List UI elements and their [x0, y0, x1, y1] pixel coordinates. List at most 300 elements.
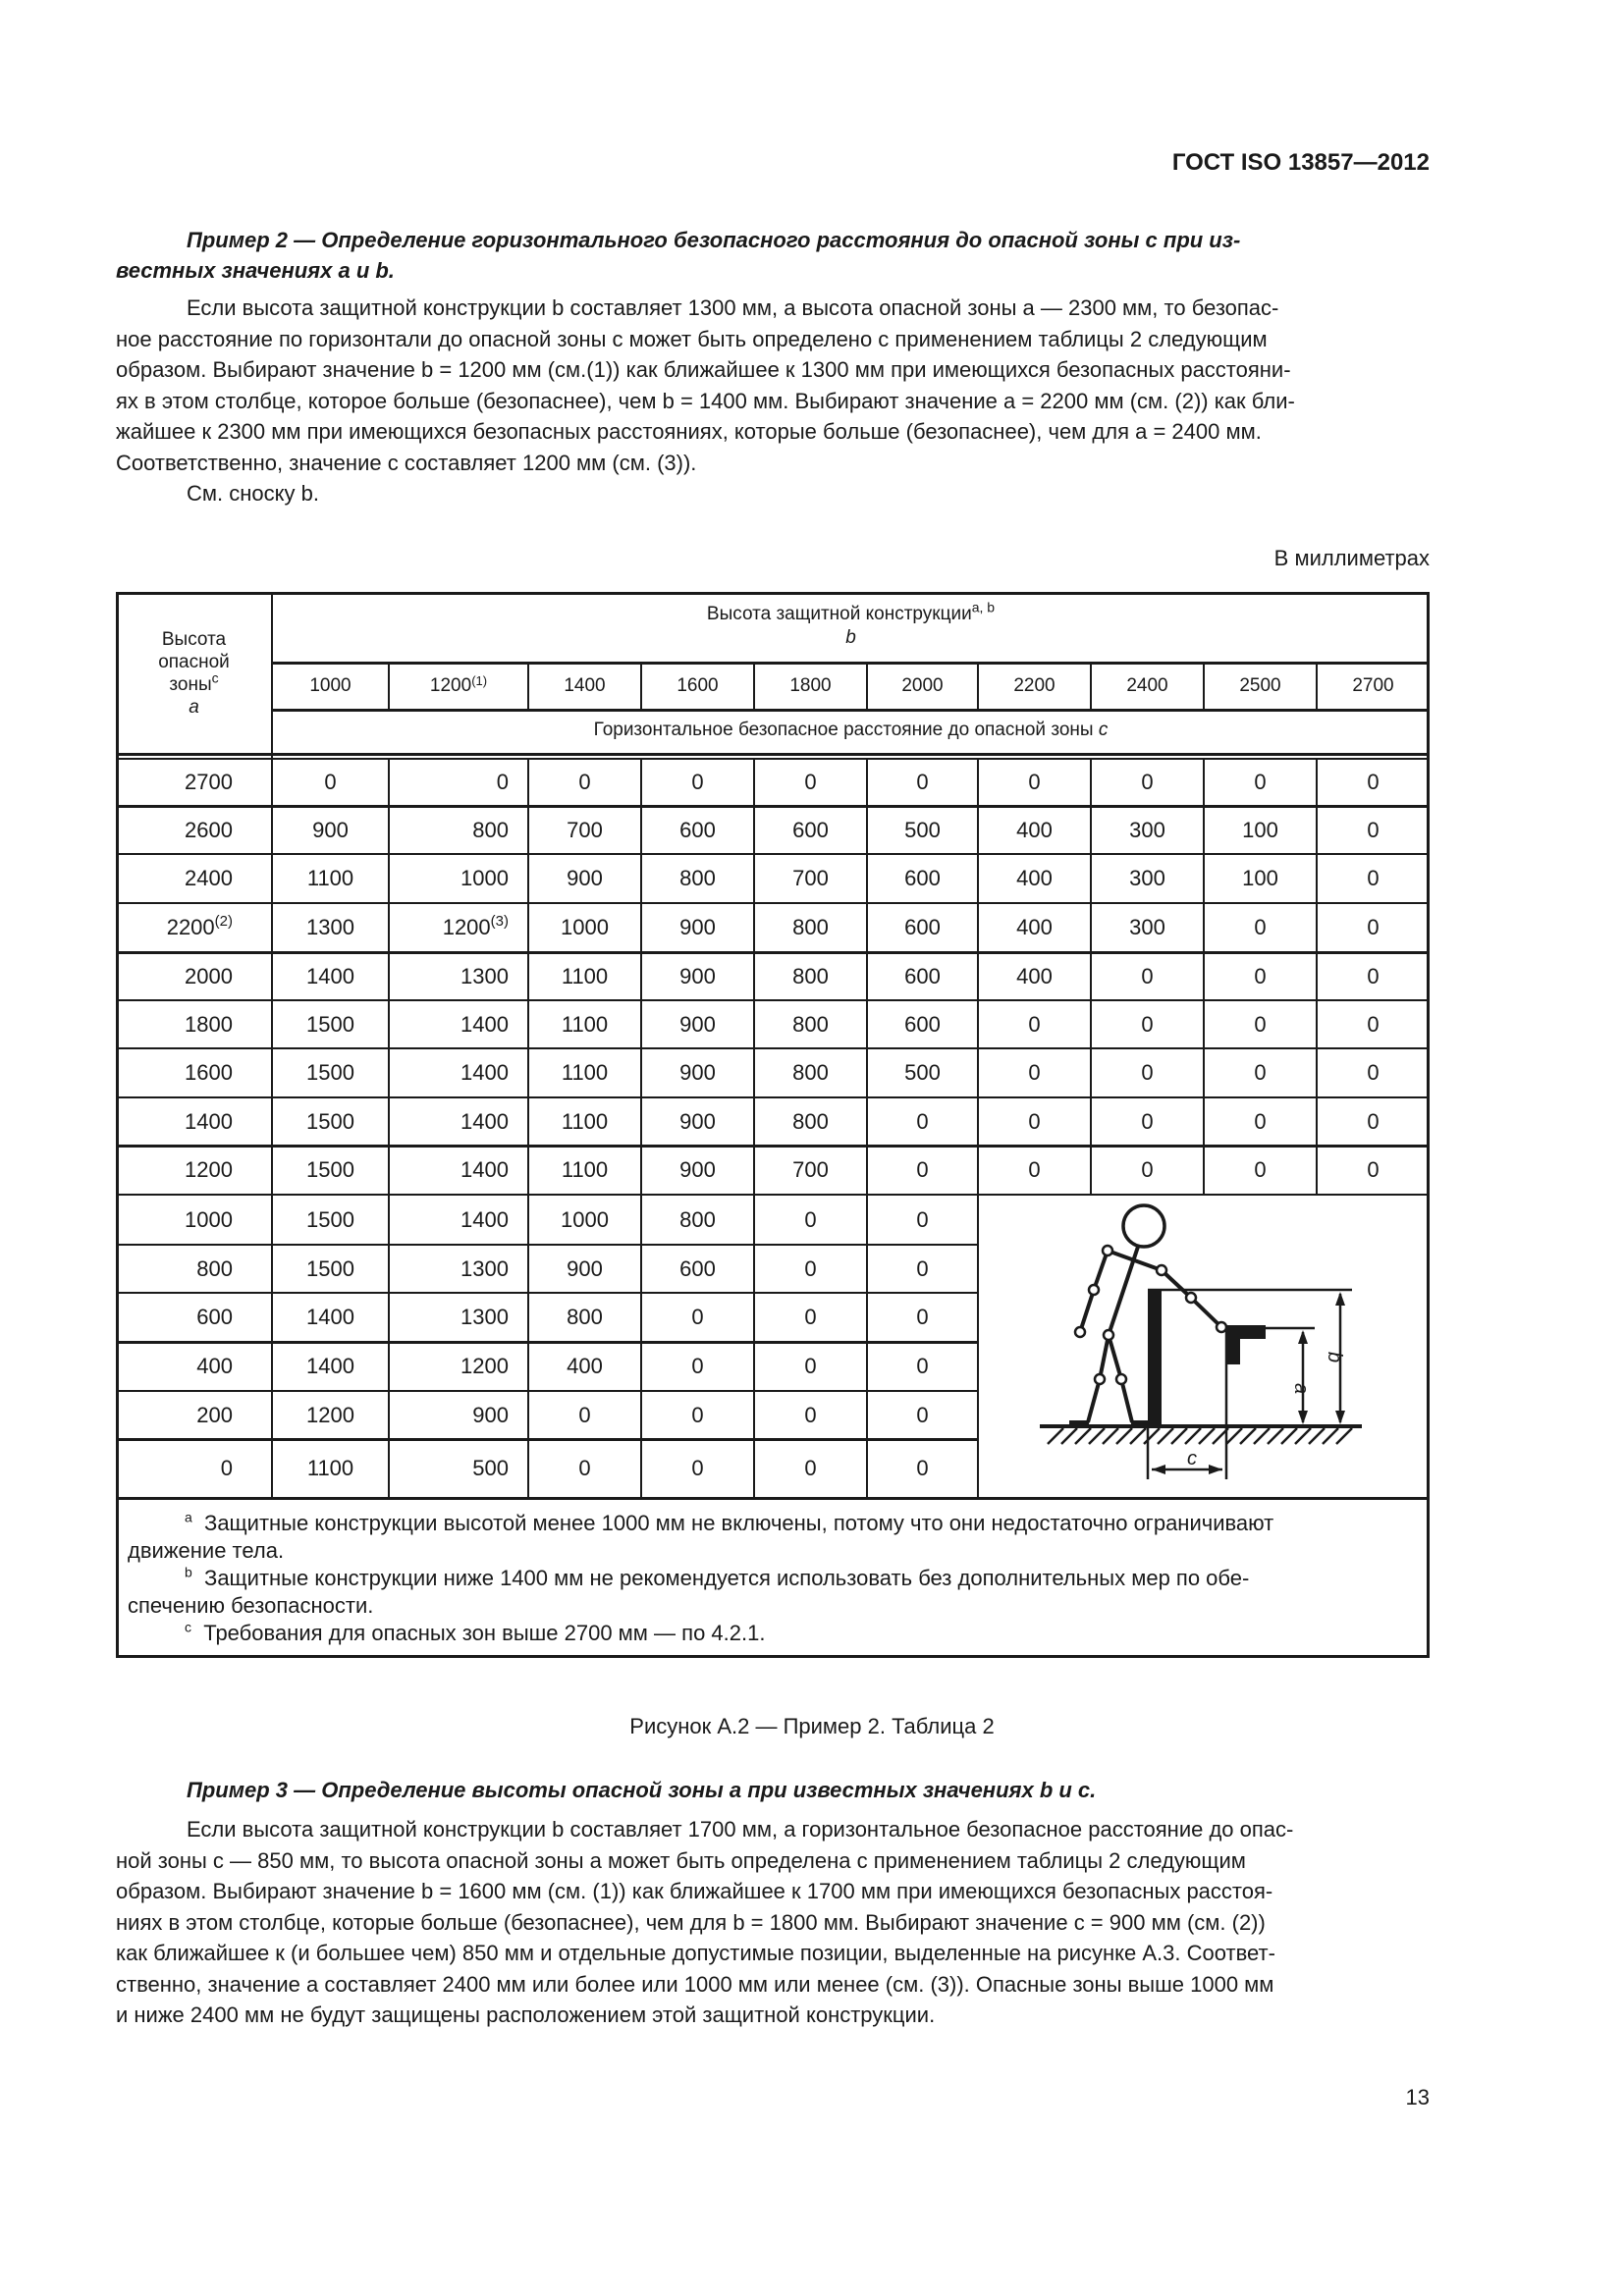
cell-value: 600 — [904, 915, 941, 939]
para-line: образом. Выбирают значение b = 1200 мм (см.(1)) как ближайшее к 1300 мм при имеющихся безопасных расстояни- — [116, 357, 1291, 382]
cell-value: 0 — [916, 1108, 929, 1134]
distance-cell — [867, 1097, 978, 1146]
cell-value: 0 — [804, 1455, 817, 1480]
cell-value: 0 — [1254, 1060, 1267, 1085]
column-header-1400 — [528, 664, 641, 709]
cell-value: 0 — [916, 1455, 929, 1480]
para-line: ной зоны c — 850 мм, то высота опасной зоны a может быть определена с применением таблицы 2 следующим — [116, 1847, 1246, 1873]
divider — [116, 1194, 1430, 1196]
danger-zone-height-cell — [116, 903, 272, 952]
cell-value: 0 — [916, 770, 929, 794]
distance-cell — [1317, 806, 1430, 854]
column-header-value: 1000 — [309, 675, 352, 696]
column-group-header-text: Высота защитной конструкции — [706, 604, 972, 624]
distance-cell — [867, 1146, 978, 1195]
cell-value: 2700 — [185, 770, 233, 794]
cell-value: 1000 — [561, 1206, 609, 1232]
distance-cell — [389, 1391, 528, 1439]
cell-value: 0 — [1028, 1060, 1041, 1085]
divider — [116, 951, 1430, 954]
cell-value: 0 — [496, 770, 509, 794]
distance-cell — [389, 952, 528, 1000]
example-3-title-text: Пример 3 — Определение высоты опасной зоны a при известных значениях b и c. — [187, 1778, 1097, 1802]
units-label: В миллиметрах — [1273, 546, 1430, 570]
cell-value: 1400 — [185, 1108, 233, 1134]
column-header-value: 1600 — [677, 675, 719, 696]
example-3-title — [116, 1775, 1430, 1805]
cell-value: 0 — [1367, 866, 1380, 890]
cell-value: 1000 — [185, 1206, 233, 1232]
distance-cell — [389, 1000, 528, 1048]
cell-value: 1400 — [460, 1157, 509, 1182]
distance-cell — [1317, 952, 1430, 1000]
para-line: Если высота защитной конструкции b составляет 1700 мм, а горизонтальное безопасное расстояние до опас- — [187, 1817, 1294, 1842]
distance-cell — [272, 806, 389, 854]
cell-value: 100 — [1242, 817, 1278, 842]
cell-value: 0 — [916, 1402, 929, 1427]
cell-value: 0 — [804, 1206, 817, 1232]
distance-cell — [754, 1195, 867, 1245]
distance-cell — [867, 1195, 978, 1245]
distance-cell — [867, 1342, 978, 1391]
distance-cell — [272, 1391, 389, 1439]
distance-cell — [1091, 903, 1204, 952]
divider — [866, 759, 868, 1497]
divider — [640, 662, 642, 710]
cell-value: 400 — [1016, 915, 1053, 939]
divider — [116, 753, 1430, 756]
divider — [753, 759, 755, 1497]
distance-cell — [978, 903, 1091, 952]
footnote-text: Защитные конструкции ниже 1400 мм не рекомендуется использовать без дополнительных мер по обе- — [204, 1566, 1250, 1590]
distance-cell — [867, 952, 978, 1000]
distance-cell — [272, 1245, 389, 1293]
cell-value: 800 — [792, 1060, 829, 1085]
cell-value: 1400 — [460, 1206, 509, 1232]
distance-cell — [1091, 1146, 1204, 1195]
distance-cell — [641, 1097, 754, 1146]
cell-value: 0 — [1254, 963, 1267, 988]
distance-cell — [272, 1195, 389, 1245]
distance-cell — [389, 1293, 528, 1342]
column-header-1000 — [272, 664, 389, 709]
cell-value: 1200 — [460, 1354, 509, 1378]
column-header-value: 2400 — [1126, 675, 1168, 696]
row-header-line2: опасной — [158, 652, 230, 672]
distance-cell — [1091, 1000, 1204, 1048]
distance-cell — [1091, 806, 1204, 854]
cell-value: 0 — [804, 1255, 817, 1281]
column-header-value: 2700 — [1352, 675, 1394, 696]
distance-cell — [641, 1195, 754, 1245]
cell-value: 0 — [1028, 770, 1041, 794]
distance-cell — [754, 1245, 867, 1293]
cell-value: 800 — [792, 1108, 829, 1134]
cell-value: 0 — [220, 1455, 233, 1480]
distance-cell — [1204, 854, 1317, 903]
distance-cell — [389, 903, 528, 952]
footnote-mark: c — [185, 1619, 191, 1635]
distance-cell — [272, 1097, 389, 1146]
divider — [116, 758, 1430, 760]
cell-value: 0 — [1254, 1157, 1267, 1182]
distance-cell — [754, 1000, 867, 1048]
cell-value: 1400 — [306, 963, 354, 988]
distance-cell — [641, 1048, 754, 1097]
cell-value: 600 — [792, 817, 829, 842]
cell-value: 0 — [916, 1354, 929, 1378]
figure-person-reaching-over-barrier — [979, 1195, 1430, 1497]
cell-value: 1100 — [561, 1011, 609, 1037]
distance-cell — [754, 1097, 867, 1146]
cell-value: 0 — [804, 1402, 817, 1427]
divider — [116, 1096, 1430, 1098]
cell-value: 1300 — [306, 915, 354, 939]
cell-value: 0 — [578, 1402, 591, 1427]
example-2-title-line1: Пример 2 — Определение горизонтального безопасного расстояния до опасной зоны с при из- — [187, 228, 1241, 252]
divider — [116, 1244, 978, 1246]
cell-value: 900 — [679, 915, 716, 939]
distance-cell — [528, 1195, 641, 1245]
distance-cell — [272, 952, 389, 1000]
cell-value: 700 — [567, 817, 603, 842]
distance-cell — [641, 854, 754, 903]
divider — [1090, 759, 1092, 1195]
cell-value: 1300 — [460, 1305, 509, 1329]
para-line: ниях в этом столбце, которые больше (безопаснее), чем для b = 1800 мм. Выбирают значение c = 900 мм (см. (2)) — [116, 1909, 1266, 1935]
cell-value: 0 — [1028, 1157, 1041, 1182]
cell-value: 1400 — [460, 1011, 509, 1037]
distance-cell — [272, 759, 389, 806]
cell-value: 1100 — [561, 1060, 609, 1085]
cell-value: 500 — [904, 1060, 941, 1085]
distance-cell — [641, 1391, 754, 1439]
cell-value: 0 — [1254, 915, 1267, 939]
example-2-title — [116, 225, 1430, 286]
distance-cell — [1317, 759, 1430, 806]
distance-cell — [528, 1146, 641, 1195]
distance-cell — [641, 1000, 754, 1048]
distance-cell — [389, 1097, 528, 1146]
column-header-2200 — [978, 664, 1091, 709]
cell-value: 400 — [1016, 963, 1053, 988]
example-2-paragraph — [116, 293, 1430, 509]
distance-cell — [528, 1439, 641, 1497]
cell-value: 800 — [196, 1255, 233, 1281]
divider — [866, 662, 868, 710]
danger-zone-height-cell — [116, 1048, 272, 1097]
distance-cell — [528, 759, 641, 806]
cell-value: 0 — [1141, 1011, 1154, 1037]
distance-cell — [1317, 1000, 1430, 1048]
divider — [527, 662, 529, 710]
cell-value: 1400 — [460, 1108, 509, 1134]
danger-zone-height-cell — [116, 1000, 272, 1048]
distance-cell — [1204, 1048, 1317, 1097]
cell-value: 0 — [1367, 1108, 1380, 1134]
distance-cell — [1317, 1097, 1430, 1146]
distance-cell — [978, 806, 1091, 854]
footnote-mark: b — [185, 1564, 192, 1580]
cell-value: 400 — [567, 1354, 603, 1378]
distance-cell — [978, 1146, 1091, 1195]
distance-cell — [867, 903, 978, 952]
cell-value: 0 — [1367, 1011, 1380, 1037]
distance-cell — [528, 1097, 641, 1146]
cell-value: 2600 — [185, 817, 233, 842]
danger-zone-height-cell — [116, 1391, 272, 1439]
figure-label-a: a — [1290, 1383, 1312, 1395]
distance-cell — [978, 759, 1091, 806]
cell-value: 1100 — [561, 1157, 609, 1182]
cell-value: 800 — [679, 1206, 716, 1232]
column-group-header — [272, 599, 1430, 650]
cell-value: 900 — [679, 1011, 716, 1037]
page-number: 13 — [1405, 2085, 1430, 2109]
cell-value: 1500 — [306, 1108, 354, 1134]
cell-sup: (2) — [214, 913, 233, 930]
cell-value: 600 — [679, 1255, 716, 1281]
distance-cell — [528, 1293, 641, 1342]
divider — [116, 853, 1430, 855]
cell-value: 1500 — [306, 1206, 354, 1232]
cell-value: 0 — [1141, 1157, 1154, 1182]
cell-value: 0 — [1141, 770, 1154, 794]
distance-cell — [754, 903, 867, 952]
distance-cell — [1204, 806, 1317, 854]
cell-value: 0 — [691, 770, 704, 794]
figure-caption: Рисунок А.2 — Пример 2. Таблица 2 — [629, 1714, 995, 1738]
cell-value: 0 — [1367, 915, 1380, 939]
para-line: ное расстояние по горизонтали до опасной зоны c может быть определено с применением таблицы 2 следующим — [116, 326, 1268, 351]
divider — [977, 662, 979, 710]
distance-cell — [867, 1048, 978, 1097]
cell-value: 0 — [916, 1206, 929, 1232]
distance-cell — [272, 1146, 389, 1195]
divider — [272, 709, 1430, 712]
distance-cell — [1091, 854, 1204, 903]
cell-value: 900 — [679, 1157, 716, 1182]
cell-value: 0 — [691, 1305, 704, 1329]
divider — [1316, 759, 1318, 1195]
cell-value: 0 — [804, 1354, 817, 1378]
column-header-1200 — [389, 664, 528, 709]
distance-cell — [641, 903, 754, 952]
distance-cell — [272, 1048, 389, 1097]
divider — [1090, 662, 1092, 710]
footnote-text: спечению безопасности. — [128, 1593, 374, 1618]
row-header-symbol: a — [189, 697, 199, 718]
cell-value: 500 — [472, 1455, 509, 1480]
column-header-value: 2500 — [1239, 675, 1281, 696]
distance-cell — [867, 759, 978, 806]
distance-cell — [272, 1342, 389, 1391]
distance-cell — [272, 1439, 389, 1497]
column-header-value: 2200 — [1013, 675, 1056, 696]
distance-cell — [1317, 903, 1430, 952]
column-header-value: 2000 — [901, 675, 944, 696]
distance-cell — [867, 854, 978, 903]
example-3-paragraph — [116, 1814, 1430, 2031]
distance-cell — [528, 1245, 641, 1293]
divider — [753, 662, 755, 710]
distance-cell — [754, 854, 867, 903]
danger-zone-height-cell — [116, 854, 272, 903]
divider — [116, 999, 1430, 1001]
distance-cell — [389, 1342, 528, 1391]
row-header-sup: c — [211, 669, 219, 686]
column-header-value: 1400 — [564, 675, 606, 696]
divider — [116, 1390, 978, 1392]
cell-value: 400 — [1016, 817, 1053, 842]
column-header-value: 1200 — [429, 675, 472, 696]
distance-cell — [528, 952, 641, 1000]
distance-cell — [528, 1342, 641, 1391]
distance-cell — [528, 1048, 641, 1097]
distance-cell — [389, 1245, 528, 1293]
distance-cell — [978, 1048, 1091, 1097]
distance-cell — [754, 952, 867, 1000]
distance-cell — [867, 1245, 978, 1293]
distance-cell — [1204, 759, 1317, 806]
distance-cell — [389, 806, 528, 854]
column-header-2500 — [1204, 664, 1317, 709]
distance-cell — [754, 1048, 867, 1097]
cell-value: 1000 — [460, 866, 509, 890]
cell-value: 0 — [324, 770, 337, 794]
divider — [116, 1341, 978, 1344]
cell-value: 900 — [312, 817, 349, 842]
para-line: и ниже 2400 мм не будут защищены расположением этой защитной конструкции. — [116, 2002, 936, 2027]
cell-value: 1600 — [185, 1060, 233, 1085]
distance-cell — [978, 854, 1091, 903]
divider — [1203, 759, 1205, 1195]
para-line: как ближайшее к (и большее чем) 850 мм и отдельные допустимые позиции, выделенные на рисунке А.3. Соответ- — [116, 1941, 1275, 1965]
distance-subheader — [272, 720, 1430, 740]
para-line: образом. Выбирают значение b = 1600 мм (см. (1)) как ближайшее к 1700 мм при имеющихся безопасных расстоя- — [116, 1879, 1273, 1903]
cell-value: 700 — [792, 866, 829, 890]
column-header-2000 — [867, 664, 978, 709]
distance-cell — [867, 1391, 978, 1439]
distance-cell — [528, 903, 641, 952]
cell-value: 0 — [1367, 1157, 1380, 1182]
cell-value: 1500 — [306, 1255, 354, 1281]
distance-cell — [272, 903, 389, 952]
distance-cell — [867, 1439, 978, 1497]
distance-cell — [867, 806, 978, 854]
divider — [116, 1497, 1430, 1500]
cell-value: 900 — [567, 1255, 603, 1281]
cell-value: 0 — [578, 770, 591, 794]
danger-zone-height-cell — [116, 1195, 272, 1245]
cell-value: 1100 — [306, 1455, 354, 1480]
cell-value: 0 — [1141, 963, 1154, 988]
cell-value: 400 — [196, 1354, 233, 1378]
cell-value: 600 — [904, 963, 941, 988]
cell-value: 1500 — [306, 1060, 354, 1085]
distance-cell — [978, 1097, 1091, 1146]
cell-value: 1300 — [460, 1255, 509, 1281]
cell-value: 0 — [1367, 963, 1380, 988]
column-header-1800 — [754, 664, 867, 709]
cell-value: 0 — [804, 1305, 817, 1329]
row-header-line1: Высота — [161, 629, 227, 650]
distance-cell — [389, 854, 528, 903]
cell-value: 0 — [1254, 770, 1267, 794]
cell-value: 700 — [792, 1157, 829, 1182]
divider — [116, 902, 1430, 904]
para-line: ях в этом столбце, которое больше (безопаснее), чем b = 1400 мм. Выбирают значение a = 2200 мм (см. (2)) как бли- — [116, 388, 1295, 413]
cell-value: 900 — [567, 866, 603, 890]
cell-value: 0 — [691, 1402, 704, 1427]
footnote-text: Требования для опасных зон выше 2700 мм — по 4.2.1. — [203, 1621, 766, 1645]
cell-value: 600 — [904, 866, 941, 890]
cell-value: 0 — [1367, 1060, 1380, 1085]
see-note: См. сноску b. — [187, 481, 319, 506]
divider — [116, 1145, 1430, 1148]
distance-cell — [641, 759, 754, 806]
cell-value: 2400 — [185, 866, 233, 890]
distance-cell — [641, 1293, 754, 1342]
distance-cell — [641, 1146, 754, 1195]
cell-value: 900 — [679, 963, 716, 988]
distance-cell — [754, 759, 867, 806]
distance-cell — [389, 1048, 528, 1097]
cell-value: 1500 — [306, 1011, 354, 1037]
example-2-title-line2: вестных значениях a и b. — [116, 258, 395, 283]
cell-value: 1300 — [460, 963, 509, 988]
distance-cell — [641, 952, 754, 1000]
footnote-text: движение тела. — [128, 1538, 285, 1563]
cell-value: 0 — [1367, 770, 1380, 794]
distance-cell — [1317, 1048, 1430, 1097]
distance-cell — [1317, 1146, 1430, 1195]
divider — [527, 759, 529, 1497]
distance-cell — [754, 1342, 867, 1391]
cell-value: 0 — [1254, 1011, 1267, 1037]
cell-value: 900 — [679, 1108, 716, 1134]
divider — [640, 759, 642, 1497]
distance-cell — [754, 1391, 867, 1439]
danger-zone-height-cell — [116, 806, 272, 854]
cell-value: 0 — [1141, 1108, 1154, 1134]
cell-value: 0 — [916, 1305, 929, 1329]
danger-zone-height-cell — [116, 1245, 272, 1293]
table-border — [116, 592, 1430, 1658]
table-footnotes — [128, 1510, 1416, 1647]
cell-value: 300 — [1129, 866, 1165, 890]
cell-value: 800 — [792, 1011, 829, 1037]
cell-value: 0 — [1367, 817, 1380, 842]
cell-value: 800 — [567, 1305, 603, 1329]
row-header-line3: зоны — [169, 674, 212, 695]
distance-cell — [272, 854, 389, 903]
column-header-value: 1800 — [789, 675, 832, 696]
footnote-mark: a — [185, 1509, 192, 1525]
column-group-header-symbol: b — [845, 627, 856, 648]
cell-value: 0 — [804, 770, 817, 794]
distance-cell — [754, 1293, 867, 1342]
document-code: ГОСТ ISO 13857—2012 — [1171, 149, 1430, 176]
cell-value: 600 — [679, 817, 716, 842]
cell-value: 2000 — [185, 963, 233, 988]
cell-value: 1200 — [306, 1402, 354, 1427]
cell-value: 0 — [916, 1157, 929, 1182]
distance-cell — [641, 1439, 754, 1497]
cell-value: 300 — [1129, 817, 1165, 842]
cell-value: 2200 — [166, 915, 215, 939]
danger-zone-height-cell — [116, 759, 272, 806]
